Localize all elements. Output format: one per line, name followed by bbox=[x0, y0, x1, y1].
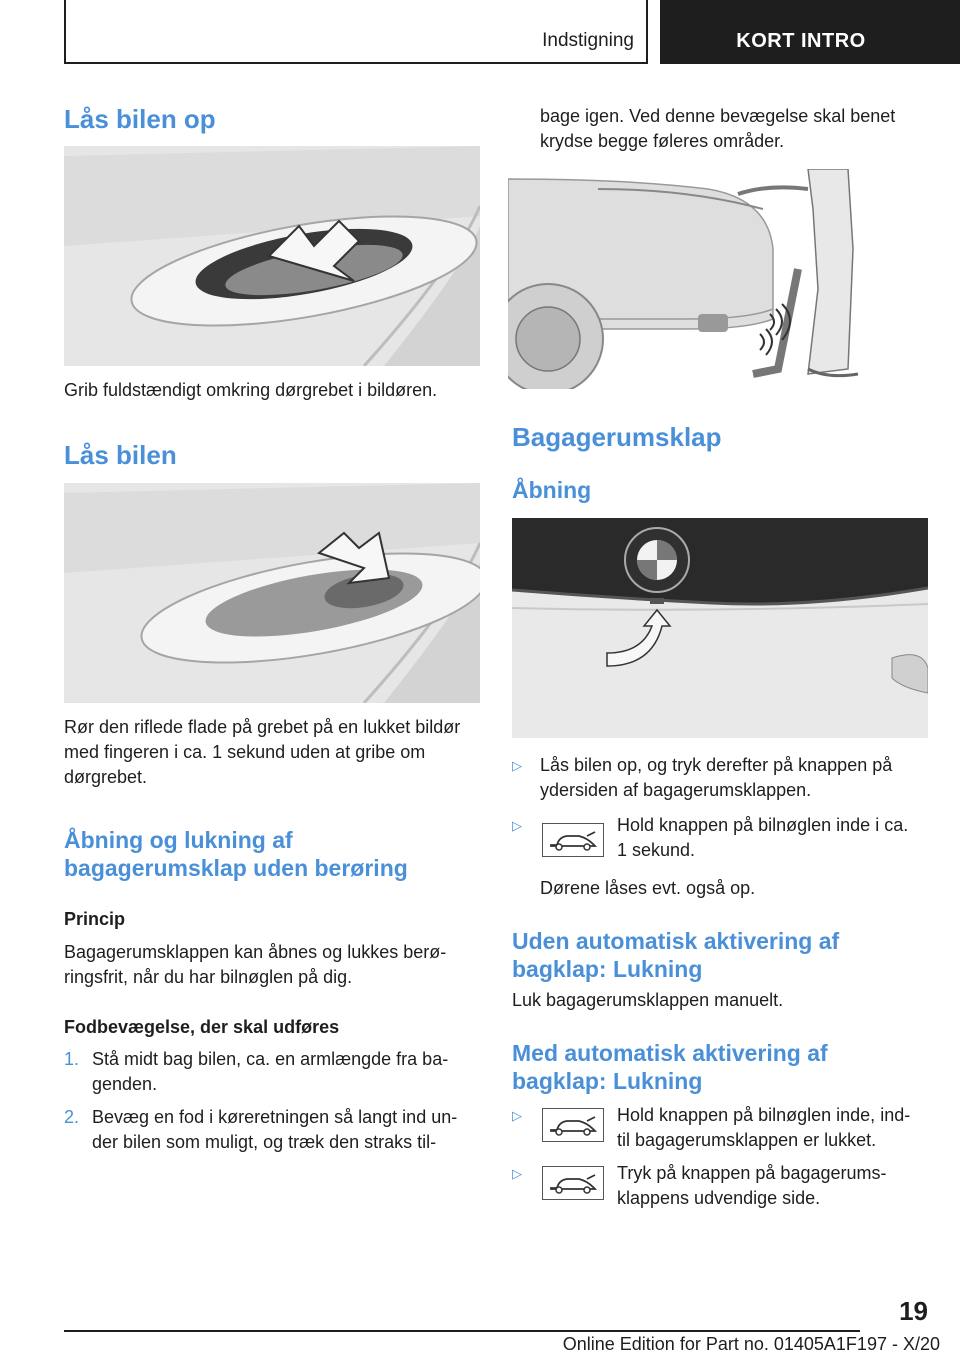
list-item bbox=[512, 753, 932, 813]
list-item bbox=[512, 1161, 932, 1219]
lock-caption-line1: Rør den riflede flade på grebet på en lukket bildør bbox=[64, 717, 461, 737]
open-item2-line2: 1 sekund. bbox=[617, 840, 696, 860]
auto-heading-line2: bagklap: Lukning bbox=[512, 1068, 703, 1094]
foot-gesture-image bbox=[508, 169, 864, 389]
continued-text-line2: krydse begge føleres områder. bbox=[540, 131, 785, 151]
continued-text-line1: bage igen. Ved denne bevægelse skal benet bbox=[540, 106, 896, 126]
list-item bbox=[64, 1047, 494, 1099]
list-item bbox=[64, 1105, 494, 1157]
opening-heading: Åbning bbox=[512, 477, 592, 503]
step-number: 1. bbox=[64, 1049, 80, 1069]
auto-item2-line2: klappens udvendige side. bbox=[617, 1188, 821, 1208]
list-item bbox=[512, 813, 932, 923]
no-auto-heading-line2: bagklap: Lukning bbox=[512, 956, 703, 982]
key-trunk-icon bbox=[542, 1166, 604, 1200]
open-item2-line1: Hold knappen på bilnøglen inde i ca. bbox=[617, 815, 909, 835]
auto-item1-line2: til bagagerumsklappen er lukket. bbox=[617, 1130, 877, 1150]
header-chapter-box bbox=[660, 0, 960, 64]
door-handle-lock-image bbox=[64, 483, 480, 703]
touchless-heading-line1: Åbning og lukning af bbox=[64, 827, 293, 853]
list-triangle-icon: ▷ bbox=[512, 1166, 522, 1181]
open-item1-line2: ydersiden af bagagerumsklappen. bbox=[540, 780, 812, 800]
open-item1-line1: Lås bilen op, og tryk derefter på knappen på bbox=[540, 755, 893, 775]
princip-text-line1: Bagagerumsklappen kan åbnes og lukkes berø- bbox=[64, 942, 447, 962]
no-auto-heading-line1: Uden automatisk aktivering af bbox=[512, 928, 840, 954]
page-number: 19 bbox=[899, 1296, 928, 1326]
header-section-box bbox=[64, 0, 648, 64]
trunk-heading: Bagagerumsklap bbox=[512, 422, 722, 452]
opening-list bbox=[512, 753, 932, 923]
foot-steps-list bbox=[64, 1047, 494, 1157]
list-triangle-icon: ▷ bbox=[512, 758, 522, 773]
bmw-logo-icon bbox=[625, 528, 689, 592]
no-auto-text: Luk bagagerumsklappen manuelt. bbox=[512, 990, 784, 1010]
door-handle-unlock-image bbox=[64, 146, 480, 366]
footer-divider bbox=[64, 1330, 860, 1332]
princip-heading: Princip bbox=[64, 909, 126, 929]
list-item bbox=[512, 1103, 932, 1161]
step-text-line1: Stå midt bag bilen, ca. en armlængde fra ba- bbox=[92, 1049, 449, 1069]
key-trunk-icon bbox=[542, 823, 604, 857]
unlock-heading: Lås bilen op bbox=[64, 104, 216, 134]
foot-movement-heading: Fodbevægelse, der skal udføres bbox=[64, 1017, 340, 1037]
lock-caption-line3: dørgrebet. bbox=[64, 767, 148, 787]
trunk-button-image bbox=[512, 518, 928, 738]
auto-heading-line1: Med automatisk aktivering af bbox=[512, 1040, 828, 1066]
key-trunk-icon bbox=[542, 1108, 604, 1142]
unlock-caption: Grib fuldstændigt omkring dørgrebet i bildøren. bbox=[64, 380, 438, 400]
lock-caption-line2: med fingeren i ca. 1 sekund uden at gribe om bbox=[64, 742, 426, 762]
auto-item1-line1: Hold knappen på bilnøglen inde, ind- bbox=[617, 1105, 911, 1125]
header-chapter-title: KORT INTRO bbox=[736, 30, 866, 52]
footer-edition: Online Edition for Part no. 01405A1F197 - X/20 bbox=[562, 1334, 940, 1354]
step-text-line2: genden. bbox=[92, 1074, 158, 1094]
open-item2-note: Dørene låses evt. også op. bbox=[540, 878, 756, 898]
auto-item2-line1: Tryk på knappen på bagagerums- bbox=[617, 1163, 887, 1183]
step-number: 2. bbox=[64, 1107, 80, 1127]
list-triangle-icon: ▷ bbox=[512, 818, 522, 833]
header-section-title: Indstigning bbox=[542, 30, 634, 51]
lock-heading: Lås bilen bbox=[64, 440, 177, 470]
princip-text-line2: ringsfrit, når du har bilnøglen på dig. bbox=[64, 967, 353, 987]
touchless-heading-line2: bagagerumsklap uden berøring bbox=[64, 855, 408, 881]
auto-list bbox=[512, 1103, 932, 1219]
step-text-line2: der bilen som muligt, og træk den straks til- bbox=[92, 1132, 437, 1152]
list-triangle-icon: ▷ bbox=[512, 1108, 522, 1123]
step-text-line1: Bevæg en fod i køreretningen så langt ind un- bbox=[92, 1107, 458, 1127]
